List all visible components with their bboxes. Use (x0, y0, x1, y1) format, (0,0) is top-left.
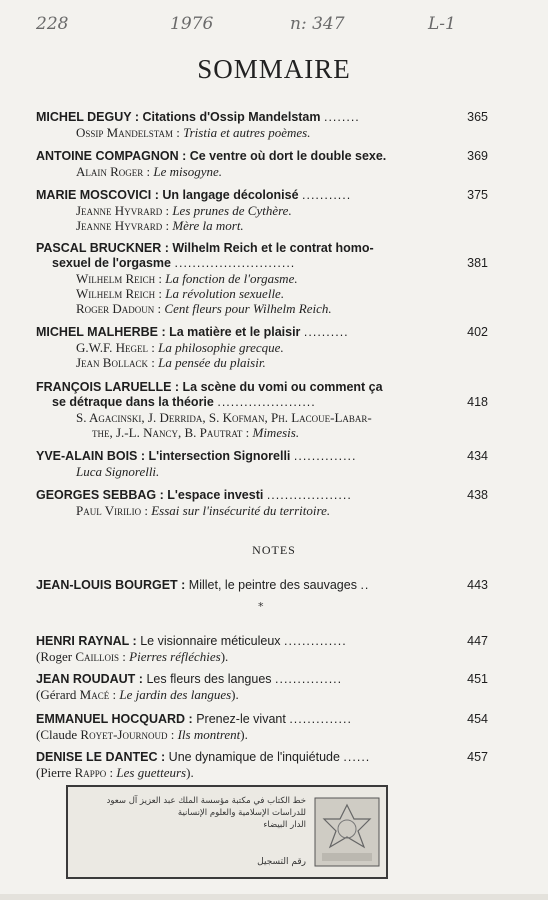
note-entry: HENRI RAYNAL : Le visionnaire méticuleux .............. 447 (Roger Caillois : Pierres réfléchies). (36, 634, 488, 664)
handwritten-shelf-mark: L-1 (428, 14, 456, 34)
handwritten-year: 1976 (170, 14, 214, 34)
toc-subentry: Luca Signorelli. (76, 464, 160, 479)
notes-section-heading: NOTES (252, 543, 296, 557)
toc-entry (36, 325, 488, 370)
toc-subentry: G.W.F. Hegel : La philosophie grecque. (76, 340, 284, 355)
toc-entry-heading: MARIE MOSCOVICI : Un langage décolonisé ........... 375 (36, 188, 488, 202)
toc-entry (36, 241, 488, 316)
seal-emblem-icon (314, 797, 380, 867)
toc-entry (36, 488, 488, 518)
page-title: SOMMAIRE (197, 54, 351, 84)
page-number: 402 (467, 325, 488, 339)
toc-entry-heading: MICHEL MALHERBE : La matière et le plaisir .......... 402 (36, 325, 488, 339)
stamp-registration-label: رقم التسجيل (257, 857, 306, 867)
note-entry: JEAN-LOUIS BOURGET : Millet, le peintre des sauvages .. 443 (36, 578, 488, 592)
stamp-text: خط الكتاب في مكتبة مؤسسة الملك عبد العزيز آل سعود للدراسات الإسلامية والعلوم الإنسانية الدار البيضاء (106, 796, 306, 830)
toc-entry-heading: FRANÇOIS LARUELLE : La scène du vomi ou comment ça se détraque dans la théorie ...................... 418 (36, 380, 488, 409)
page-number: 381 (467, 256, 488, 270)
page-number: 438 (467, 488, 488, 502)
toc-subentry: Ossip Mandelstam : Tristia et autres poèmes. (76, 125, 311, 140)
note-entry: JEAN ROUDAUT : Les fleurs des langues ............... 451 (Gérard Macé : Le jardin des langues). (36, 672, 488, 702)
library-stamp (66, 785, 388, 879)
toc-entry (36, 449, 488, 479)
toc-entry-heading: PASCAL BRUCKNER : Wilhelm Reich et le contrat homo- sexuel de l'orgasme ........................... 381 (36, 241, 488, 270)
toc-entry (36, 149, 488, 179)
toc-subentry: Paul Virilio : Essai sur l'insécurité du territoire. (76, 503, 331, 518)
note-entry: DENISE LE DANTEC : Une dynamique de l'inquiétude ...... 457 (Pierre Rappo : Les guetteurs). (36, 750, 488, 780)
page-number: 365 (467, 110, 488, 124)
page-number: 451 (467, 672, 488, 686)
toc-subentry: Jeanne Hyvrard : Les prunes de Cythère. (76, 203, 292, 218)
page-edge (0, 894, 548, 900)
toc-subentry: Wilhelm Reich : La révolution sexuelle. (76, 286, 285, 301)
handwritten-number: 228 (36, 14, 69, 34)
note-entry: EMMANUEL HOCQUARD : Prenez-le vivant .............. 454 (Claude Royet-Journoud : Ils montrent). (36, 712, 488, 742)
toc-entry (36, 380, 488, 440)
page-number: 375 (467, 188, 488, 202)
page-number: 457 (467, 750, 488, 764)
toc-entry (36, 188, 488, 233)
toc-entry-heading: MICHEL DEGUY : Citations d'Ossip Mandelstam ........ 365 (36, 110, 488, 124)
page-number: 454 (467, 712, 488, 726)
toc-subentry: S. Agacinski, J. Derrida, S. Kofman, Ph. Lacoue-Labar- the, J.-L. Nancy, B. Pautrat : Mimesis. (76, 410, 372, 440)
page-number: 447 (467, 634, 488, 648)
toc-subentry: Wilhelm Reich : La fonction de l'orgasme. (76, 271, 298, 286)
page-number: 418 (467, 395, 488, 409)
toc-subentry: Roger Dadoun : Cent fleurs pour Wilhelm Reich. (76, 301, 332, 316)
separator-asterisk: * (258, 600, 264, 613)
page-number: 443 (467, 578, 488, 592)
page-number: 434 (467, 449, 488, 463)
handwritten-item-number: n: 347 (290, 14, 345, 34)
toc-subentry: Jeanne Hyvrard : Mère la mort. (76, 218, 244, 233)
page-number: 369 (467, 149, 488, 163)
toc-entry-heading: ANTOINE COMPAGNON : Ce ventre où dort le double sexe. 369 (36, 149, 488, 163)
toc-entry (36, 110, 488, 140)
toc-entry-heading: YVE-ALAIN BOIS : L'intersection Signorelli .............. 434 (36, 449, 488, 463)
toc-subentry: Jean Bollack : La pensée du plaisir. (76, 355, 266, 370)
toc-subentry: Alain Roger : Le misogyne. (76, 164, 223, 179)
toc-entry-heading: GEORGES SEBBAG : L'espace investi ................... 438 (36, 488, 488, 502)
